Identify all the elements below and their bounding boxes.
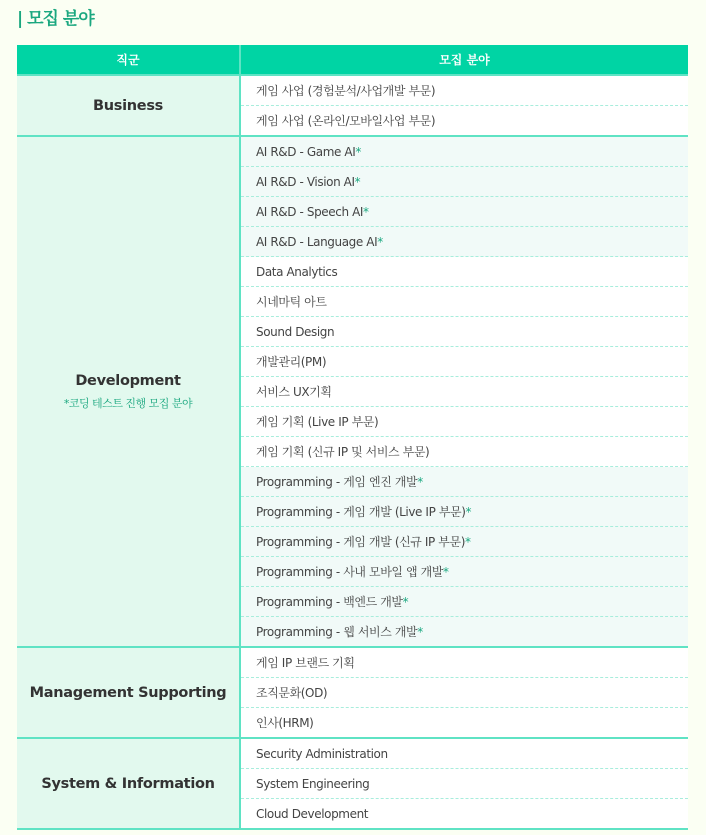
field-label: 게임 기획 (신규 IP 및 서비스 부문)	[256, 445, 430, 459]
field-label: 게임 기획 (Live IP 부문)	[256, 415, 379, 429]
field-cell	[240, 227, 688, 257]
field-label: Programming - 게임 엔진 개발	[256, 475, 418, 489]
field-cell	[240, 257, 688, 287]
field-cell	[240, 769, 688, 799]
coding-test-asterisk: *	[355, 144, 361, 159]
field-label: 조직문화(OD)	[256, 686, 328, 700]
field-cell	[240, 678, 688, 708]
field-label: Security Administration	[256, 746, 388, 761]
group-cell	[17, 738, 240, 829]
group-section	[17, 738, 688, 829]
field-cell	[240, 647, 688, 678]
coding-test-asterisk: *	[417, 475, 423, 489]
field-cell	[240, 167, 688, 197]
field-label: 게임 사업 (경험분석/사업개발 부문)	[256, 84, 436, 98]
field-label: Programming - 게임 개발 (신규 IP 부문)	[256, 535, 465, 549]
field-label: AI R&D - Vision AI	[256, 174, 355, 189]
group-section	[17, 136, 688, 647]
field-label: Data Analytics	[256, 264, 338, 279]
group-name: Management Supporting	[29, 684, 227, 701]
coding-test-asterisk: *	[465, 505, 472, 519]
field-cell	[240, 106, 688, 137]
header-field: 모집 분야	[240, 45, 688, 75]
field-label: Sound Design	[256, 324, 335, 339]
field-label: 개발관리(PM)	[256, 355, 327, 369]
field-label: Programming - 게임 개발 (Live IP 부문)	[256, 505, 466, 519]
field-cell	[240, 197, 688, 227]
field-label: 게임 IP 브랜드 기획	[256, 656, 355, 670]
field-label: 서비스 UX기획	[256, 385, 332, 399]
field-cell	[240, 377, 688, 407]
field-label: Cloud Development	[256, 806, 369, 821]
header-group: 직군	[17, 45, 240, 75]
field-cell	[240, 527, 688, 557]
group-cell	[17, 647, 240, 738]
field-cell	[240, 407, 688, 437]
field-cell	[240, 587, 688, 617]
table-row	[17, 136, 688, 167]
field-cell	[240, 799, 688, 830]
field-cell	[240, 467, 688, 497]
field-cell	[240, 317, 688, 347]
field-label: 인사(HRM)	[256, 716, 314, 730]
group-section	[17, 75, 688, 136]
group-name: System & Information	[41, 775, 215, 792]
field-cell	[240, 617, 688, 648]
field-label: System Engineering	[256, 776, 370, 791]
field-label: AI R&D - Speech AI	[256, 204, 364, 219]
table-row	[17, 75, 688, 106]
field-label: Programming - 웹 서비스 개발	[256, 625, 418, 639]
field-label: Programming - 사내 모바일 앱 개발	[256, 565, 444, 579]
field-label: 게임 사업 (온라인/모바일사업 부문)	[256, 114, 436, 128]
recruitment-table	[17, 45, 688, 830]
field-cell	[240, 75, 688, 106]
field-cell	[240, 557, 688, 587]
field-label: Programming - 백엔드 개발	[256, 595, 403, 609]
field-cell	[240, 136, 688, 167]
field-cell	[240, 708, 688, 739]
coding-test-asterisk: *	[377, 234, 383, 249]
field-label: AI R&D - Game AI	[256, 144, 356, 159]
coding-test-asterisk: *	[354, 174, 361, 189]
field-label: 시네마틱 아트	[256, 295, 327, 309]
table-row	[17, 738, 688, 769]
group-name: Development	[75, 372, 181, 389]
coding-test-asterisk: *	[402, 595, 409, 609]
group-cell	[17, 75, 240, 136]
field-cell	[240, 287, 688, 317]
group-cell	[17, 136, 240, 647]
group-section	[17, 647, 688, 738]
field-cell	[240, 437, 688, 467]
field-cell	[240, 347, 688, 377]
group-name: Business	[93, 97, 163, 114]
coding-test-asterisk: *	[363, 204, 369, 219]
field-cell	[240, 738, 688, 769]
coding-test-asterisk: *	[417, 625, 423, 639]
section-title: | 모집 분야	[17, 9, 94, 29]
group-note: *코딩 테스트 진행 모집 분야	[63, 396, 193, 410]
coding-test-asterisk: *	[464, 535, 471, 549]
coding-test-asterisk: *	[443, 565, 449, 579]
field-label: AI R&D - Language AI	[256, 234, 378, 249]
table-row	[17, 647, 688, 678]
field-cell	[240, 497, 688, 527]
